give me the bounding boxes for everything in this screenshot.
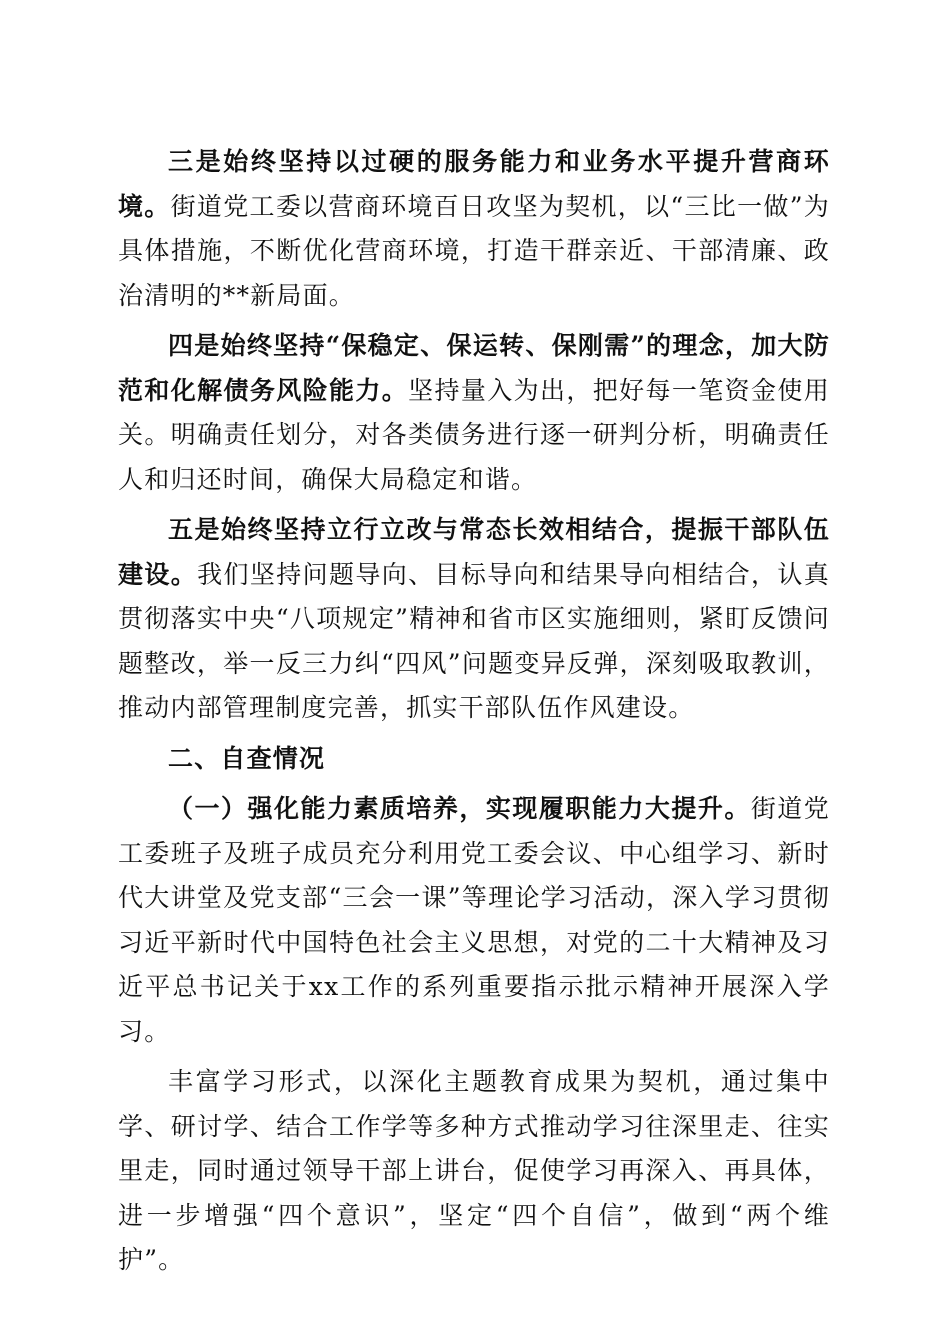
paragraph-five [118, 508, 830, 731]
final-paragraph: 丰富学习形式，以深化主题教育成果为契机，通过集中学、研讨学、结合工作学等多种方式推动学习往深里走、往实里走，同时通过领导干部上讲台，促使学习再深入、再具体，进一步增强“四个意识”，坚定“四个自信”，做到“两个维护”。 [118, 1067, 830, 1274]
paragraph-five-body: 我们坚持问题导向、目标导向和结果导向相结合，认真贯彻落实中央“八项规定”精神和省市区实施细则，紧盯反馈问题整改，举一反三力纠“四风”问题变异反弹，深刻吸取教训，推动内部管理制度完善，抓实干部队伍作风建设。 [118, 559, 830, 722]
subsection-body: 街道党工委班子及班子成员充分利用党工委会议、中心组学习、新时代大讲堂及党支部“三会一课”等理论学习活动，深入学习贯彻习近平新时代中国特色社会主义思想，对党的二十大精神及习近平总书记关于xx工作的系列重要指示批示精神开展深入学习。 [118, 794, 830, 1046]
paragraph-three-body: 街道党工委以营商环境百日攻坚为契机，以“三比一做”为具体措施，不断优化营商环境，打造干群亲近、干部清廉、政治清明的**新局面。 [118, 191, 831, 310]
paragraph-five-lead: 五是始终坚持立行立改与常态长效相结合，提振干部队伍建设。 [118, 515, 830, 589]
paragraph-four [118, 324, 830, 502]
document-page [118, 140, 830, 1289]
subsection-paragraph [118, 787, 830, 1054]
subsection-lead: （一）强化能力素质培养，实现履职能力大提升。 [168, 794, 751, 823]
paragraph-four-body: 坚持量入为出，把好每一笔资金使用关。明确责任划分，对各类债务进行逐一研判分析，明确责任人和归还时间，确保大局稳定和谐。 [118, 375, 831, 494]
paragraph-four-lead: 四是始终坚持“保稳定、保运转、保刚需”的理念，加大防范和化解债务风险能力。 [118, 331, 830, 405]
section-heading: 二、自查情况 [168, 743, 326, 773]
paragraph-three [118, 140, 830, 318]
paragraph-three-lead: 三是始终坚持以过硬的服务能力和业务水平提升营商环境。 [118, 147, 830, 221]
